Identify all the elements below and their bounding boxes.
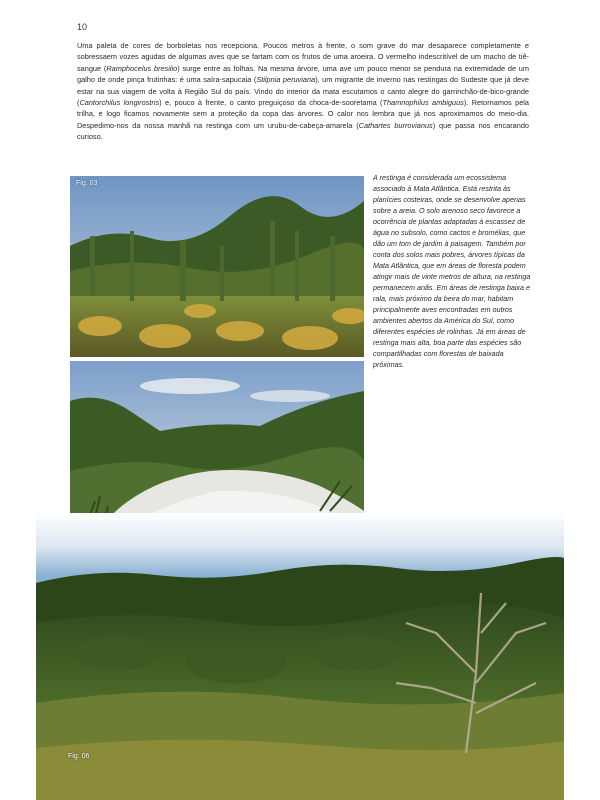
page-number: 10 <box>77 22 88 32</box>
text-segment: ) que passa nos encarando curioso. <box>77 120 529 142</box>
species-name: Cathartes burrovianus <box>358 120 433 130</box>
figure-label: Fig. 06 <box>68 753 90 760</box>
text-segment: ) surge entre as folhas. Na mesma árvore, uma ave um pouco menor se pendura na extremidade de um galho de onde pinça frutinhas: é uma saíra-sapucaia ( <box>77 63 529 85</box>
photo-06-illustration <box>36 513 564 800</box>
photo-restinga-cactus-bromeliads <box>70 176 364 357</box>
photo-restinga-panorama <box>36 513 564 800</box>
species-name: Ramphocelus bresilio <box>106 63 178 73</box>
species-name: Stilpnia peruviana <box>256 75 316 85</box>
text-segment: ). Retornamos pela trilha, e logo ficamos novamente sem a proteção da copa das árvores. O calor nos lembra que já nos aproximamos do meio-dia. Despedimo-nos da nossa manhã na restinga com um urubu-de-cabeça-amarela ( <box>77 98 529 130</box>
photo-03-illustration <box>70 176 364 357</box>
species-name: Cantorchilus longirostris <box>79 98 160 108</box>
text-segment: ) e, pouco à frente, o canto preguiçoso da choca-de-sooretama ( <box>159 98 383 108</box>
intro-paragraph <box>77 40 529 143</box>
figure-label: Fig. 03 <box>76 180 98 187</box>
photo-caption: A restinga é considerada um ecossistema associado à Mata Atlântica. Está restrita às planícies costeiras, onde se desenvolve apenas sobre a areia. O solo arenoso seco favorece a ocorrência de plantas adaptadas à escassez de água no subsolo, como cactos e bromélias, que dão um tom de jardim à paisagem. Também por conta dos solos mais pobres, árvores típicas da Mata Atlântica, que em áreas de floresta podem atingir mais de vinte metros de altura, na restinga permanecem anãs. Em áreas de restinga baixa e rala, mais próximo da beira do mar, habitam principalmente aves encontradas em outros ambientes abertos da América do Sul, como diferentes espécies de rolinhas. Já em áreas de restinga mais alta, boa parte das espécies são compartilhadas com florestas de baixada próximas. <box>373 173 531 369</box>
text-segment: Uma paleta de cores de borboletas nos recepciona. Poucos metros à frente, o som grave do mar desaparece completamente e sobressaem vozes agudas de algumas aves que se fartam com os frutos de uma aroeira. O vermelho indescritível de um macho de tiê-sangue ( <box>77 41 529 73</box>
text-segment: ), um migrante de inverno nas restingas do Sudeste que já deve estar na sua viagem de volta à Região Sul do país. Vindo do interior da mata escutamos o canto alegre do garrinchão-de-bico-grande ( <box>77 75 529 108</box>
species-name: Thamnophilus ambiguus <box>382 98 464 108</box>
